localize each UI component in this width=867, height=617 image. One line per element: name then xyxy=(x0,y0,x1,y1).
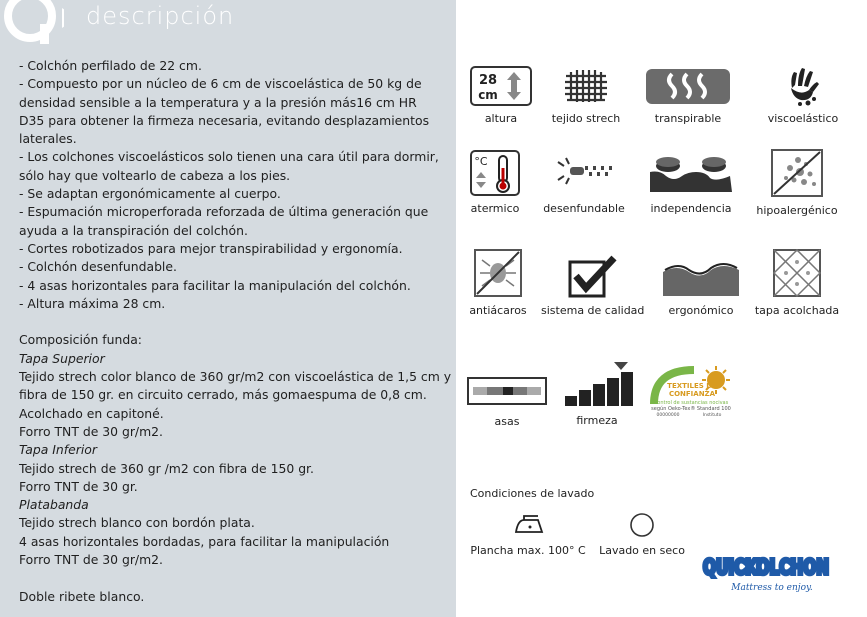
svg-text:Mattress to enjoy.: Mattress to enjoy. xyxy=(731,583,813,593)
feature-asas xyxy=(457,377,557,428)
feature-label: viscoelástico xyxy=(767,112,839,125)
hypoallergenic-icon xyxy=(770,148,824,198)
description-line: sólo hay que voltearlo de cabeza a los pies. xyxy=(19,167,291,183)
feature-antiacaros xyxy=(448,248,548,317)
ergonomic-icon xyxy=(661,262,741,298)
washing-iron xyxy=(468,512,588,557)
blank-line xyxy=(19,569,449,587)
svg-text:28: 28 xyxy=(478,73,498,88)
svg-text:Instituto: Instituto xyxy=(702,413,722,418)
feature-label: atermico xyxy=(470,202,520,215)
zipper-icon xyxy=(554,150,614,196)
feature-atermico xyxy=(445,150,545,215)
quilted-icon xyxy=(772,248,822,298)
hand-print-icon xyxy=(778,66,828,106)
description-line: Forro TNT de 30 gr/m2. xyxy=(19,423,163,439)
quickolchon-logo xyxy=(700,548,832,596)
description-line: - Se adaptan ergonómicamente al cuerpo. xyxy=(19,186,281,202)
subheading: Tapa Superior xyxy=(19,350,105,366)
blank-line xyxy=(19,313,449,331)
description-line: densidad sensible a la temperatura y a la presión más16 cm HR xyxy=(19,94,417,110)
svg-text:cm: cm xyxy=(478,88,498,102)
feature-sistema-calidad xyxy=(541,254,645,317)
svg-text:QUICKOLCHON: QUICKOLCHON xyxy=(703,555,829,579)
brand-q-logo-icon xyxy=(4,0,64,44)
feature-tejido-strech xyxy=(536,66,636,125)
svg-text:CONFIANZA: CONFIANZA xyxy=(668,390,716,398)
washing-title: Condiciones de lavado xyxy=(470,487,595,500)
feature-viscoelastico xyxy=(753,66,853,125)
feature-label: independencia xyxy=(650,202,732,215)
textiles-confianza-badge xyxy=(646,364,736,426)
oeko-tex-badge xyxy=(646,364,736,426)
stretch-fabric-icon xyxy=(561,66,611,106)
feature-label: antiácaros xyxy=(469,304,527,317)
description-line: - Colchón perfilado de 22 cm. xyxy=(19,58,202,73)
feature-label: altura xyxy=(484,112,518,125)
handles-icon xyxy=(467,377,547,405)
iron-icon xyxy=(508,512,548,538)
feature-label: asas xyxy=(494,415,520,428)
svg-text:Control de sustancias nocivas: Control de sustancias nocivas xyxy=(653,400,729,406)
feature-label: transpirable xyxy=(654,112,722,125)
description-line: Tejido strech de 360 gr /m2 con fibra de 150 gr. xyxy=(19,460,314,476)
description-line: - Altura máxima 28 cm. xyxy=(19,295,166,311)
description-line: Forro TNT de 30 gr/m2. xyxy=(19,552,163,568)
svg-text:según Oeko-Tex® Standard 100: según Oeko-Tex® Standard 100 xyxy=(651,406,731,412)
description-line: Doble ribete blanco. xyxy=(19,588,145,604)
svg-text:°C: °C xyxy=(474,155,488,168)
feature-label: desenfundable xyxy=(543,202,625,215)
description-line: - Colchón desenfundable. xyxy=(19,259,177,275)
description-line: - 4 asas horizontales para facilitar la manipulación del colchón. xyxy=(19,277,411,293)
washing-dry-clean xyxy=(592,512,692,557)
description-line: Forro TNT de 30 gr. xyxy=(19,478,138,494)
dry-clean-icon xyxy=(628,512,656,538)
description-line: - Los colchones viscoelásticos solo tienen una cara útil para dormir, xyxy=(19,149,439,165)
feature-transpirable xyxy=(638,66,738,125)
feature-label: sistema de calidad xyxy=(541,304,645,317)
firmness-icon xyxy=(555,362,639,408)
feature-label: tejido strech xyxy=(551,112,621,125)
feature-firmeza xyxy=(547,362,647,427)
description-text xyxy=(19,57,452,606)
description-line: - Compuesto por un núcleo de 6 cm de viscoelástica de 50 kg de xyxy=(19,76,422,92)
dry-clean-label: Lavado en seco xyxy=(599,544,685,557)
subheading: Platabanda xyxy=(19,497,89,513)
description-line: ayuda a la transpiración del colchón. xyxy=(19,222,248,238)
feature-label: hipoalergénico xyxy=(756,204,838,217)
description-line: Tejido strech color blanco de 360 gr/m2 con viscoelástica de 1,5 cm y xyxy=(19,369,452,385)
subheading: Tapa Inferior xyxy=(19,442,97,458)
description-line: laterales. xyxy=(19,131,77,147)
feature-desenfundable xyxy=(534,150,634,215)
svg-text:QUICKOLCHON: QUICKOLCHON xyxy=(703,555,829,579)
feature-independencia xyxy=(641,150,741,215)
section-title: descripción xyxy=(86,2,235,30)
feature-ergonomico xyxy=(651,262,751,317)
feature-label: tapa acolchada xyxy=(754,304,840,317)
description-line: Acolchado en capitoné. xyxy=(19,405,164,421)
iron-label: Plancha max. 100° C xyxy=(470,544,586,557)
thermometer-icon xyxy=(470,150,520,196)
independence-icon xyxy=(648,150,734,196)
anti-mite-icon xyxy=(473,248,523,298)
feature-label: firmeza xyxy=(576,414,618,427)
feature-tapa-acolchada xyxy=(747,248,847,317)
description-line: - Espumación microperforada reforzada de última generación que xyxy=(19,204,429,220)
feature-hipoalergenico xyxy=(747,148,847,217)
description-line: - Cortes robotizados para mejor transpirabilidad y ergonomía. xyxy=(19,240,403,256)
height-icon xyxy=(470,66,532,106)
breathable-icon xyxy=(645,66,731,106)
quality-check-icon xyxy=(564,254,618,298)
description-line: Composición funda: xyxy=(19,332,142,348)
description-line: Tejido strech blanco con bordón plata. xyxy=(19,515,255,531)
description-line: fibra de 150 gr. en circuito cerrado, más gomaespuma de 0,8 cm. xyxy=(19,387,427,403)
svg-text:00000000: 00000000 xyxy=(656,413,680,418)
description-line: 4 asas horizontales bordadas, para facilitar la manipulación xyxy=(19,533,390,549)
description-line: D35 para obtener la firmeza necesaria, evitando desplazamientos xyxy=(19,112,430,128)
svg-text:TEXTILES DE: TEXTILES DE xyxy=(667,382,717,390)
feature-label: ergonómico xyxy=(668,304,734,317)
